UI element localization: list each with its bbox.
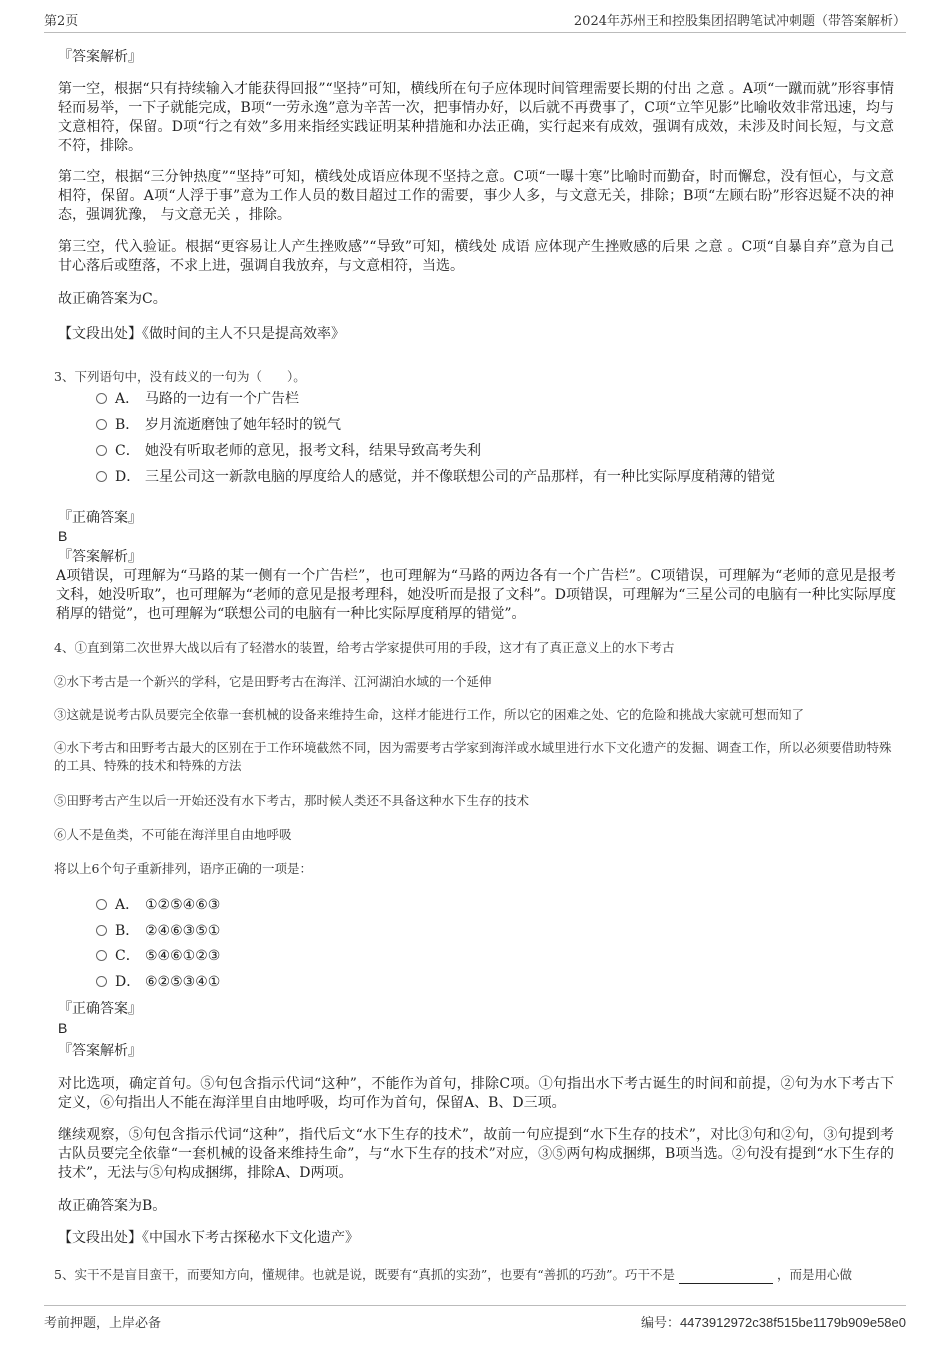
radio-icon[interactable] [96,899,107,910]
conclusion-4: 故正确答案为B。 [58,1198,167,1214]
question-3-option-b[interactable]: B． 岁月流逝磨蚀了她年轻时的锐气 [96,415,341,435]
analysis-paragraph-1: 第一空，根据“只有持续输入才能获得回报”“坚持”可知，横线所在句子应体现时间管理需要长期的付出 之意 。A项“一蹴而就”形容事情轻而易举，一下子就能完成，B项“一劳永逸”意为辛苦一次，把事情办好，以后就不再费事了，C项“立竿见影”比喻收效非常迅速，均与文意相符，保留。D项“行之有效”多用来指经实践证明某种措施和办法正确，实行起来有成效，强调有成效，未涉及时间长短，与文意不符，排除。 [58,81,894,154]
analysis-paragraph-3: 第三空，代入验证。根据“更容易让人产生挫败感”“导致”可知，横线处 成语 应体现产生挫败感的后果 之意 。C项“自暴自弃”意为自己甘心落后或堕落，不求上进，强调自我放弃，与文意相符，当选。 [58,239,894,274]
question-4-sentence-2: ②水下考古是一个新兴的学科，它是田野考古在海洋、江河湖泊水域的一个延伸 [54,674,492,689]
question-4-sentence-5: ⑤田野考古产生以后一开始还没有水下考古，那时候人类还不具备这种水下生存的技术 [54,793,530,808]
answer-3: B [58,528,68,544]
question-3-stem: 3、下列语句中，没有歧义的一句为（ ）。 [54,369,306,384]
page-number: 第2页 [44,14,79,29]
question-4-option-d[interactable]: D． ⑥②⑤③④① [96,972,220,992]
question-3-option-c[interactable]: C． 她没有听取老师的意见，报考文科，结果导致高考失利 [96,441,481,461]
answer-label-4: 『正确答案』 [58,1001,142,1017]
question-4-sentence-4: ④水下考古和田野考古最大的区别在于工作环境截然不同，因为需要考古学家到海洋或水域里进行水下文化遗产的发掘、调查工作，所以必须要借助特殊的工具、特殊的技术和特殊的方法 [54,740,892,773]
footer-slogan: 考前押题，上岸必备 [44,1316,162,1331]
question-4-sentence-6: ⑥人不是鱼类，不可能在海洋里自由地呼吸 [54,827,292,842]
footer-divider [44,1305,906,1306]
question-3-option-d[interactable]: D． 三星公司这一新款电脑的厚度给人的感觉，并不像联想公司的产品那样，有一种比实际厚度稍薄的错觉 [96,467,775,487]
radio-icon[interactable] [96,471,107,482]
question-4-sentence-1: 4、①直到第二次世界大战以后有了轻潜水的装置，给考古学家提供可用的手段，这才有了真正意义上的水下考古 [54,640,675,655]
analysis-paragraph-2: 第二空，根据“三分钟热度”“坚持”可知，横线处成语应体现不坚持之意。C项“一曝十寒”比喻时而勤奋，时而懈怠，没有恒心，与文意相符，保留。A项“人浮于事”意为工作人员的数目超过工作的需要，事少人多，与文意无关，排除；B项“左顾右盼”形容迟疑不决的神态，强调犹豫， 与文意无关 ，排除。 [58,169,894,223]
question-5-stem: 5、实干不是盲目蛮干，而要知方向，懂规律。也就是说，既要有“真抓的实劲”，也要有“善抓的巧劲”。巧干不是 ，而是用心做 [54,1267,853,1282]
question-4-sentence-3: ③这就是说考古队员要完全依靠一套机械的设备来维持生命，这样才能进行工作，所以它的困难之处、它的危险和挑战大家就可想而知了 [54,707,805,722]
radio-icon[interactable] [96,976,107,987]
question-4-option-c[interactable]: C． ⑤④⑥①②③ [96,946,220,966]
question-4-option-a[interactable]: A． ①②⑤④⑥③ [96,895,220,915]
answer-label-3: 『正确答案』 [58,510,142,526]
header-divider [44,32,906,33]
fill-blank[interactable] [679,1269,773,1284]
question-3-option-a[interactable]: A． 马路的一边有一个广告栏 [96,389,299,409]
analysis-label-3: 『答案解析』 [58,549,142,565]
page-header [44,10,906,32]
analysis-3: A项错误，可理解为“马路的某一侧有一个广告栏”，也可理解为“马路的两边各有一个广告栏”。C项错误，可理解为“老师的意见是报考文科，她没听取”，也可理解为“老师的意见是报考理科，她没听而是报了文科”。D项错误，可理解为“三星公司的电脑有一种比实际厚度稍厚的错觉”，也可理解为“联想公司的电脑有一种比实际厚度稍厚的错觉”。 [56,568,896,622]
analysis-4-paragraph-2: 继续观察，⑤句包含指示代词“这种”，指代后文“水下生存的技术”，故前一句应提到“水下生存的技术”，对比③句和②句，③句提到考古队员要完全依靠“一套机械的设备来维持生命”，与“水下生存的技术”对应，③⑤两句构成捆绑，B项当选。②句没有提到“水下生存的技术”，无法与⑤句构成捆绑，排除A、D两项。 [58,1127,894,1181]
question-4-prompt: 将以上6个句子重新排列，语序正确的一项是： [54,861,312,876]
analysis-label-1: 『答案解析』 [58,49,142,65]
source-4: 【文段出处】《中国水下考古探秘水下文化遗产》 [58,1230,359,1246]
question-4-option-b[interactable]: B． ②④⑥③⑤① [96,921,220,941]
radio-icon[interactable] [96,393,107,404]
radio-icon[interactable] [96,925,107,936]
source-1: 【文段出处】《做时间的主人不只是提高效率》 [58,326,345,342]
answer-4: B [58,1020,68,1036]
radio-icon[interactable] [96,950,107,961]
conclusion-1: 故正确答案为C。 [58,291,167,307]
document-code: 编号：4473912972c38f515be1179b909e58e0 [640,1315,906,1330]
radio-icon[interactable] [96,445,107,456]
analysis-4-paragraph-1: 对比选项，确定首句。⑤句包含指示代词“这种”，不能作为首句，排除C项。①句指出水下考古诞生的时间和前提，②句为水下考古下定义，⑥句指出人不能在海洋里自由地呼吸，均可作为首句，保留A、B、D三项。 [58,1076,894,1111]
document-title: 2024年苏州王和控股集团招聘笔试冲刺题（带答案解析） [573,14,906,29]
analysis-label-4: 『答案解析』 [58,1043,142,1059]
radio-icon[interactable] [96,419,107,430]
